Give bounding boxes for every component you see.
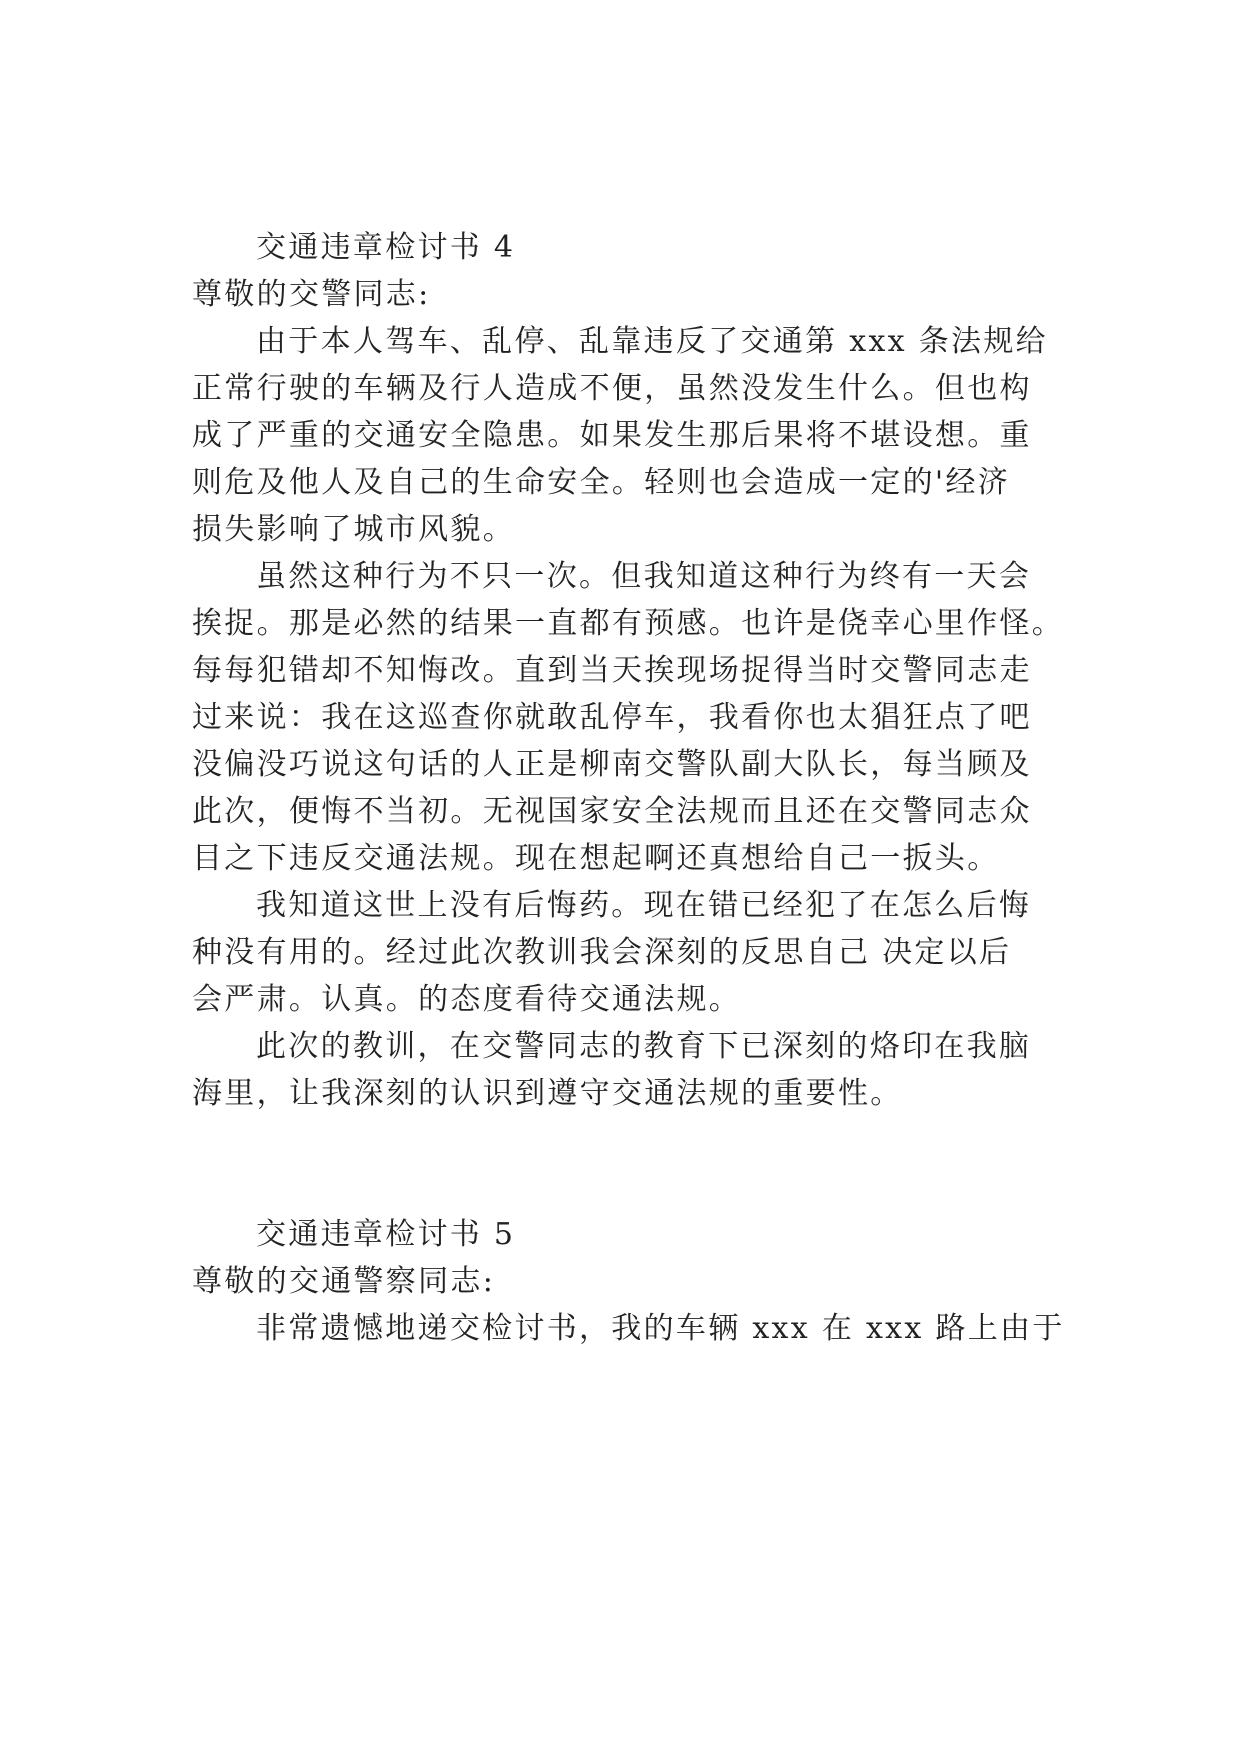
paragraph	[192, 882, 1052, 1023]
text-line: 虽然这种行为不只一次。但我知道这种行为终有一天会	[256, 559, 1032, 594]
text-line: 每每犯错却不知悔改。直到当天挨现场捉得当时交警同志走	[192, 653, 1032, 688]
text-line: 会严肃。认真。的态度看待交通法规。	[192, 982, 742, 1017]
text-line: 种没有用的。经过此次教训我会深刻的反思自己 决定以后	[192, 935, 1012, 970]
section-title: 交通违章检讨书 4	[256, 230, 516, 265]
paragraph	[192, 318, 1052, 553]
text-line: 没偏没巧说这句话的人正是柳南交警队副大队长，每当顾及	[192, 747, 1032, 782]
text-line: 正常行驶的车辆及行人造成不便，虽然没发生什么。但也构	[192, 371, 1032, 406]
salutation: 尊敬的交通警察同志:	[192, 1264, 496, 1299]
text-line: 非常遗憾地递交检讨书，我的车辆 xxx 在 xxx 路上由于	[256, 1311, 1065, 1346]
salutation: 尊敬的交警同志:	[192, 277, 431, 312]
text-line: 由于本人驾车、乱停、乱靠违反了交通第 xxx 条法规给	[256, 324, 1048, 359]
text-line: 我知道这世上没有后悔药。现在错已经犯了在怎么后悔	[256, 888, 1032, 923]
text-line: 成了严重的交通安全隐患。如果发生那后果将不堪设想。重	[192, 418, 1032, 453]
text-line: 过来说：我在这巡查你就敢乱停车，我看你也太猖狂点了吧	[192, 700, 1032, 735]
paragraph	[192, 1305, 1065, 1352]
text-line: 目之下违反交通法规。现在想起啊还真想给自己一扳头。	[192, 841, 1000, 876]
text-line: 挨捉。那是必然的结果一直都有预感。也许是侥幸心里作怪。	[192, 606, 1065, 641]
text-line: 则危及他人及自己的生命安全。轻则也会造成一定的'经济	[192, 465, 1011, 500]
section-title: 交通违章检讨书 5	[256, 1217, 516, 1252]
paragraph	[192, 1023, 1052, 1117]
text-line: 损失影响了城市风貌。	[192, 512, 515, 547]
document-body	[192, 224, 1065, 1352]
paragraph	[192, 553, 1065, 882]
text-line: 此次的教训，在交警同志的教育下已深刻的烙印在我脑	[256, 1029, 1032, 1064]
text-line: 海里，让我深刻的认识到遵守交通法规的重要性。	[192, 1076, 903, 1111]
text-line: 此次，便悔不当初。无视国家安全法规而且还在交警同志众	[192, 794, 1032, 829]
section-spacer	[192, 1117, 1052, 1211]
